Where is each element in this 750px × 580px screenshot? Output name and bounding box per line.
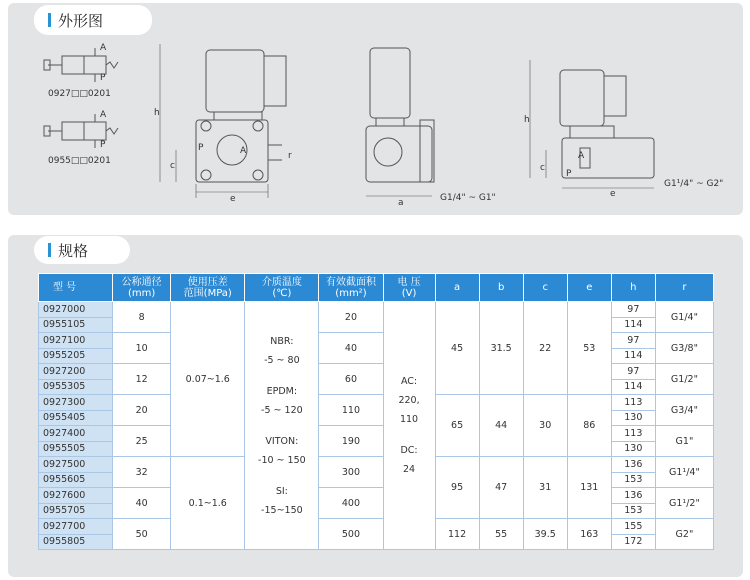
r-cell: G1/4" (655, 302, 713, 333)
temp-cell (245, 302, 319, 550)
model-cell: 0955305 (39, 379, 113, 395)
thread-range-2: G1¹/4" ~ G2" (664, 179, 724, 189)
col-c: c (523, 274, 567, 302)
r-cell: G3/4" (655, 395, 713, 426)
symbol1-label-p: P (100, 73, 106, 83)
h-cell: 136 (611, 457, 655, 473)
table-row (39, 333, 714, 349)
col-area: 有效截面积 (mm²) (319, 274, 383, 302)
h-cell: 97 (611, 333, 655, 349)
voltage-dc-24: 24 (402, 464, 416, 475)
table-row (39, 488, 714, 504)
h-cell: 130 (611, 441, 655, 457)
h-cell: 153 (611, 472, 655, 488)
dim-c-cell: 39.5 (523, 519, 567, 550)
outline-drawings (0, 0, 750, 215)
port-a-front: A (240, 146, 247, 156)
model-label-1: 0927□□0201 (48, 89, 111, 99)
dim-c-cell: 31 (523, 457, 567, 519)
table-row (39, 457, 714, 473)
port-p-front: P (198, 143, 204, 153)
spec-header-row (39, 274, 714, 302)
thread-range-1: G1/4" ~ G1" (440, 193, 496, 203)
dim-c-front: c (170, 161, 175, 171)
voltage-dc-label: DC: (400, 445, 418, 456)
voltage-cell (383, 302, 435, 550)
model-cell: 0955405 (39, 410, 113, 426)
dim-r-front: r (288, 151, 292, 161)
model-cell: 0955605 (39, 472, 113, 488)
dn-cell: 32 (113, 457, 171, 488)
col-dn: 公称通径 (mm) (113, 274, 171, 302)
area-cell: 400 (319, 488, 383, 519)
pressure-cell: 0.1~1.6 (171, 457, 245, 550)
r-cell: G3/8" (655, 333, 713, 364)
model-cell: 0927300 (39, 395, 113, 411)
valve-symbol-1 (44, 48, 118, 82)
symbol2-label-p: P (100, 140, 106, 150)
temp-epdm-range: -5 ~ 120 (261, 404, 303, 416)
table-row (39, 364, 714, 380)
dn-cell: 40 (113, 488, 171, 519)
temp-si-label: SI: (275, 485, 288, 497)
col-e: e (567, 274, 611, 302)
right-view (530, 60, 654, 188)
h-cell: 153 (611, 503, 655, 519)
voltage-ac-220: 220, (398, 395, 420, 406)
h-cell: 114 (611, 317, 655, 333)
h-cell: 97 (611, 302, 655, 318)
dim-a-side: a (398, 198, 404, 208)
dim-e-front: e (230, 194, 236, 204)
model-cell: 0955205 (39, 348, 113, 364)
model-label-2: 0955□□0201 (48, 156, 111, 166)
col-pressure: 使用压差 范围(MPa) (171, 274, 245, 302)
dn-cell: 20 (113, 395, 171, 426)
col-voltage: 电 压 (V) (383, 274, 435, 302)
col-r: r (655, 274, 713, 302)
spec-title: 规格 (58, 241, 89, 260)
col-a: a (435, 274, 479, 302)
dim-a-cell: 112 (435, 519, 479, 550)
h-cell: 114 (611, 379, 655, 395)
temp-si-range: -15~150 (261, 504, 303, 516)
dim-b-cell: 31.5 (479, 302, 523, 395)
temp-nbr-label: NBR: (270, 335, 294, 347)
dim-e-cell: 86 (567, 395, 611, 457)
temp-nbr-range: -5 ~ 80 (264, 354, 300, 366)
area-cell: 190 (319, 426, 383, 457)
side-view (366, 48, 434, 196)
port-p-right: P (566, 169, 572, 179)
table-row (39, 426, 714, 442)
dim-h-right: h (524, 115, 530, 125)
temp-viton-range: -10 ~ 150 (258, 454, 306, 466)
col-b: b (479, 274, 523, 302)
r-cell: G2" (655, 519, 713, 550)
h-cell: 114 (611, 348, 655, 364)
dim-a-cell: 45 (435, 302, 479, 395)
r-cell: G1¹/2" (655, 488, 713, 519)
model-cell: 0927500 (39, 457, 113, 473)
model-cell: 0955105 (39, 317, 113, 333)
dn-cell: 25 (113, 426, 171, 457)
h-cell: 113 (611, 426, 655, 442)
dim-e-right: e (610, 189, 616, 199)
area-cell: 60 (319, 364, 383, 395)
area-cell: 110 (319, 395, 383, 426)
valve-symbol-2 (44, 114, 118, 148)
model-cell: 0955705 (39, 503, 113, 519)
col-h: h (611, 274, 655, 302)
h-cell: 113 (611, 395, 655, 411)
h-cell: 130 (611, 410, 655, 426)
dim-a-cell: 65 (435, 395, 479, 457)
table-row (39, 395, 714, 411)
col-model: 型 号 (39, 274, 113, 302)
dim-b-cell: 55 (479, 519, 523, 550)
area-cell: 40 (319, 333, 383, 364)
dn-cell: 12 (113, 364, 171, 395)
spec-title-tab (34, 236, 130, 264)
model-cell: 0927700 (39, 519, 113, 535)
model-cell: 0927400 (39, 426, 113, 442)
voltage-ac-label: AC: (400, 376, 418, 387)
dn-cell: 8 (113, 302, 171, 333)
r-cell: G1" (655, 426, 713, 457)
model-cell: 0927000 (39, 302, 113, 318)
dim-e-cell: 53 (567, 302, 611, 395)
port-a-right: A (578, 151, 585, 161)
temp-epdm-label: EPDM: (266, 385, 298, 397)
dim-c-cell: 22 (523, 302, 567, 395)
dn-cell: 10 (113, 333, 171, 364)
spec-table (38, 273, 714, 550)
voltage-ac-110: 110 (399, 414, 419, 425)
dim-b-cell: 44 (479, 395, 523, 457)
dim-e-cell: 131 (567, 457, 611, 519)
dim-c-right: c (540, 163, 545, 173)
dim-e-cell: 163 (567, 519, 611, 550)
dim-h-front: h (154, 108, 160, 118)
dim-a-cell: 95 (435, 457, 479, 519)
table-row (39, 519, 714, 535)
dim-c-cell: 30 (523, 395, 567, 457)
area-cell: 20 (319, 302, 383, 333)
title-marker (48, 243, 51, 257)
h-cell: 97 (611, 364, 655, 380)
outline-title: 外形图 (58, 11, 104, 30)
area-cell: 500 (319, 519, 383, 550)
dim-b-cell: 47 (479, 457, 523, 519)
table-row (39, 302, 714, 318)
h-cell: 172 (611, 534, 655, 550)
pressure-cell: 0.07~1.6 (171, 302, 245, 457)
model-cell: 0955505 (39, 441, 113, 457)
h-cell: 155 (611, 519, 655, 535)
model-cell: 0927200 (39, 364, 113, 380)
front-view (160, 44, 286, 198)
h-cell: 136 (611, 488, 655, 504)
temp-viton-label: VITON: (265, 435, 299, 447)
model-cell: 0955805 (39, 534, 113, 550)
area-cell: 300 (319, 457, 383, 488)
r-cell: G1/2" (655, 364, 713, 395)
col-temp: 介质温度 (℃) (245, 274, 319, 302)
dn-cell: 50 (113, 519, 171, 550)
model-cell: 0927600 (39, 488, 113, 504)
symbol1-label-a: A (100, 43, 107, 53)
symbol2-label-a: A (100, 110, 107, 120)
model-cell: 0927100 (39, 333, 113, 349)
r-cell: G1¹/4" (655, 457, 713, 488)
